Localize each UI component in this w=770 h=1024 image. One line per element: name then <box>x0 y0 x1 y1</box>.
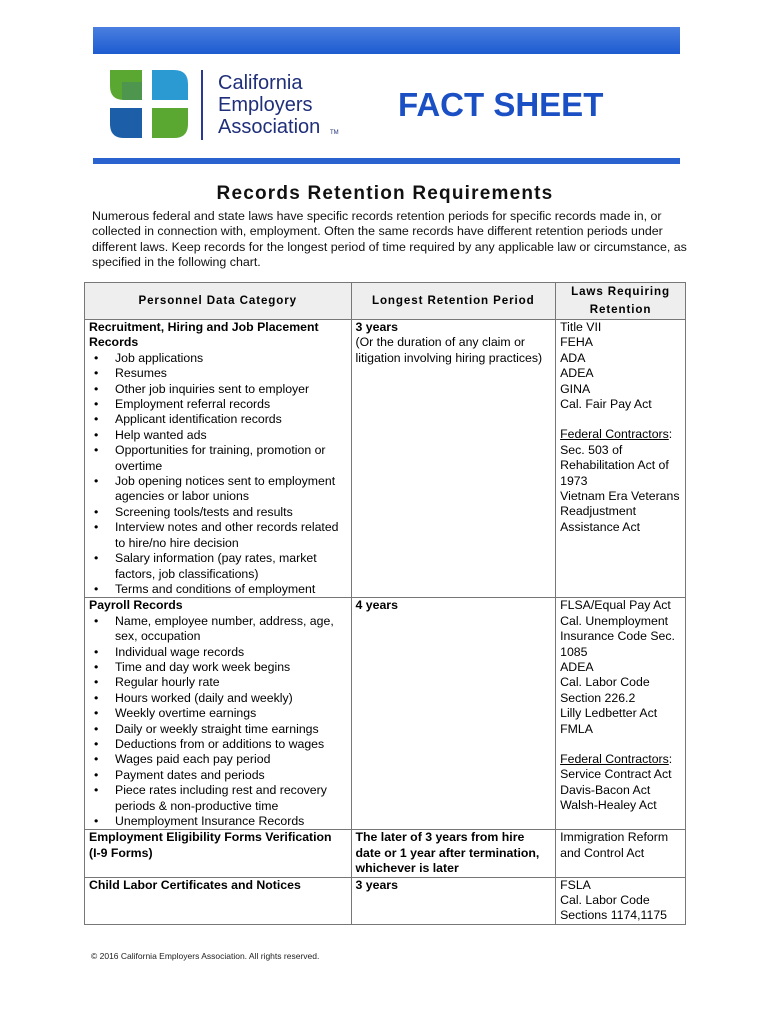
federal-label-text: Federal Contractors <box>560 427 669 442</box>
law-item: Title VII <box>560 320 602 334</box>
header-bar <box>93 27 680 54</box>
logo <box>108 68 358 148</box>
record-list <box>89 614 347 830</box>
law-item: Cal. Fair Pay Act <box>560 397 652 412</box>
logo-line: California <box>218 72 303 94</box>
list-item: • Deductions from or additions to wages <box>115 737 347 752</box>
logo-trademark: TM <box>330 130 339 136</box>
list-item: • Screening tools/tests and results <box>115 505 347 520</box>
list-item: • Help wanted ads <box>115 428 347 443</box>
list-item: • Terms and conditions of employment <box>115 582 347 597</box>
spacer <box>560 737 681 752</box>
category-cell <box>85 830 352 877</box>
list-item: • Employment referral records <box>115 397 347 412</box>
logo-divider <box>201 70 203 140</box>
law-item: FMLA <box>560 721 593 736</box>
list-item: • Payment dates and periods <box>115 768 347 783</box>
spacer <box>560 412 681 427</box>
list-item: • Resumes <box>115 366 347 381</box>
category-cell <box>85 320 352 598</box>
laws-cell <box>556 877 686 924</box>
law-item: ADEA <box>560 659 594 674</box>
federal-law-item: Walsh-Healey Act <box>560 798 657 813</box>
retention-period-cell <box>351 830 556 877</box>
document-title: Records Retention Requirements <box>216 183 554 204</box>
list-item: • Job applications <box>115 351 347 366</box>
list-item: • Name, employee number, address, age, sex, occupation <box>115 614 347 645</box>
law-item: Lilly Ledbetter Act <box>560 706 658 721</box>
retention-period: 4 years <box>355 598 398 613</box>
federal-law-item: Davis-Bacon Act <box>560 782 651 797</box>
list-item: • Interview notes and other records related to hire/no hire decision <box>115 520 347 551</box>
federal-contractors-label: Federal Contractors: <box>560 427 673 442</box>
retention-period: 3 years <box>355 320 398 334</box>
laws-cell <box>556 320 686 598</box>
table-row <box>85 320 686 598</box>
retention-period: The later of 3 years from hire date or 1 year after termination, whichever is later <box>355 830 540 876</box>
list-item: • Wages paid each pay period <box>115 752 347 767</box>
logo-line: Employers <box>218 94 313 116</box>
category-title: Employment Eligibility Forms Verification (I-9 Forms) <box>89 830 332 860</box>
law-item: Cal. Labor Code Sections 1174,1175 <box>560 893 667 923</box>
law-item: FSLA <box>560 877 591 892</box>
list-item: • Weekly overtime earnings <box>115 706 347 721</box>
fact-sheet-title: FACT SHEET <box>398 86 604 123</box>
header-underline <box>93 158 680 164</box>
category-title: Payroll Records <box>89 598 183 613</box>
federal-law-item: Service Contract Act <box>560 767 672 782</box>
list-item: • Piece rates including rest and recovery periods & non-productive time <box>115 783 347 814</box>
law-item: ADEA <box>560 366 594 381</box>
list-item: • Time and day work week begins <box>115 660 347 675</box>
retention-period-cell <box>351 598 556 830</box>
retention-period: 3 years <box>355 877 398 892</box>
federal-label-text: Federal Contractors <box>560 751 669 766</box>
copyright-footer: © 2016 California Employers Association. All rights reserved. <box>91 951 320 961</box>
list-item: • Individual wage records <box>115 645 347 660</box>
record-list <box>89 351 347 598</box>
category-cell <box>85 598 352 830</box>
list-item: • Unemployment Insurance Records <box>115 814 347 829</box>
list-item: • Regular hourly rate <box>115 675 347 690</box>
table-header-row <box>85 283 686 320</box>
column-header: Longest Retention Period <box>351 283 556 320</box>
category-title: Recruitment, Hiring and Job Placement Records <box>89 320 319 350</box>
law-item: Immigration Reform and Control Act <box>560 830 669 860</box>
list-item: • Hours worked (daily and weekly) <box>115 691 347 706</box>
federal-law-item: Vietnam Era Veterans Readjustment Assistance Act <box>560 489 680 534</box>
table-row <box>85 877 686 924</box>
retention-table <box>84 282 686 925</box>
laws-cell <box>556 830 686 877</box>
table-row <box>85 830 686 877</box>
logo-mark-icon <box>108 68 190 140</box>
retention-period-cell <box>351 877 556 924</box>
law-item: ADA <box>560 350 586 365</box>
list-item: • Opportunities for training, promotion or overtime <box>115 443 347 474</box>
law-item: Cal. Unemployment Insurance Code Sec. 1085 <box>560 613 675 659</box>
category-cell <box>85 877 352 924</box>
logo-text <box>218 72 320 138</box>
federal-law-item: Sec. 503 of Rehabilitation Act of 1973 <box>560 442 669 488</box>
category-title: Child Labor Certificates and Notices <box>89 877 301 892</box>
federal-contractors-label: Federal Contractors: <box>560 751 673 766</box>
table-row <box>85 598 686 830</box>
law-item: FLSA/Equal Pay Act <box>560 598 671 613</box>
list-item: • Other job inquiries sent to employer <box>115 382 347 397</box>
law-item: FEHA <box>560 335 593 350</box>
logo-line: Association <box>218 116 321 138</box>
retention-note: (Or the duration of any claim or litigation involving hiring practices) <box>355 335 543 365</box>
list-item: • Salary information (pay rates, market factors, job classifications) <box>115 551 347 582</box>
laws-cell <box>556 598 686 830</box>
list-item: • Applicant identification records <box>115 412 347 427</box>
list-item: • Job opening notices sent to employment agencies or labor unions <box>115 474 347 505</box>
intro-paragraph: Numerous federal and state laws have specific records retention periods for specific records made in, or collected in connection with, employment. Often the same records have different retention periods under different laws. Keep records for the longest period of time required by any applicable law or circumstance, as specified in the following chart. <box>92 209 687 270</box>
column-header: Laws Requiring Retention <box>556 283 686 320</box>
law-item: Cal. Labor Code Section 226.2 <box>560 675 650 705</box>
retention-period-cell <box>351 320 556 598</box>
list-item: • Daily or weekly straight time earnings <box>115 722 347 737</box>
law-item: GINA <box>560 381 591 396</box>
column-header: Personnel Data Category <box>85 283 352 320</box>
